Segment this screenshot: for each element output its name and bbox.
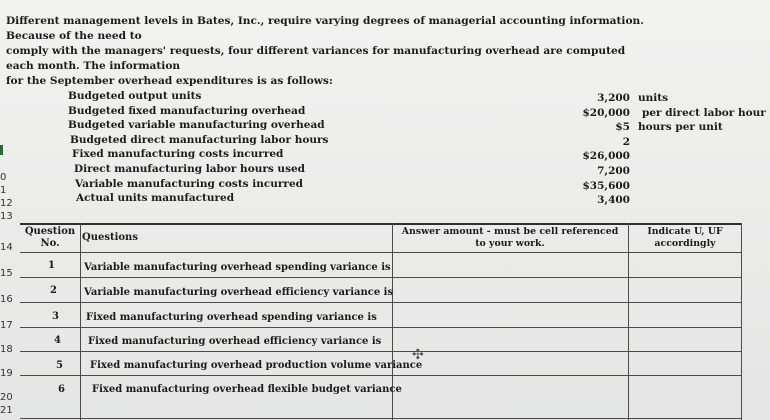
row-header[interactable]: 19 — [0, 368, 13, 379]
table-row-border — [20, 327, 742, 328]
table-top-border — [20, 223, 742, 225]
row-header[interactable]: 18 — [0, 344, 13, 355]
budget-label[interactable]: Budgeted variable manufacturing overhead — [68, 119, 325, 132]
question-number[interactable]: 2 — [50, 285, 57, 296]
budget-label[interactable]: Budgeted output units — [68, 90, 202, 102]
budget-unit[interactable]: hours per unit — [638, 121, 723, 134]
budget-values — [560, 91, 630, 208]
question-text[interactable]: Variable manufacturing overhead spending variance is — [84, 262, 391, 273]
table-col-border — [741, 223, 742, 420]
indicate-cell[interactable] — [629, 253, 741, 277]
intro-paragraph — [6, 14, 656, 89]
budget-label[interactable]: Budgeted fixed manufacturing overhead — [68, 104, 306, 117]
budget-value[interactable]: $35,600 — [582, 179, 630, 192]
question-text[interactable]: Fixed manufacturing overhead flexible budget variance — [92, 384, 402, 395]
row-header[interactable]: 15 — [0, 268, 13, 279]
budget-label[interactable]: Direct manufacturing labor hours used — [74, 162, 305, 175]
budget-label[interactable]: Budgeted direct manufacturing labor hours — [70, 133, 329, 146]
table-bottom-border — [20, 418, 742, 419]
row-header[interactable]: 21 — [0, 405, 13, 416]
table-row-border — [20, 351, 742, 352]
question-number[interactable]: 1 — [48, 260, 55, 271]
question-number[interactable]: 4 — [54, 335, 61, 346]
table-row-border — [20, 302, 742, 303]
header-indicate[interactable]: Indicate U, UF accordingly — [647, 226, 723, 249]
header-questions[interactable]: Questions — [82, 232, 138, 243]
budget-value[interactable]: 3,200 — [597, 92, 630, 104]
intro-line-2: comply with the managers' requests, four different variances for manufacturing overhead are computed each month. The information — [6, 45, 626, 72]
question-text[interactable]: Variable manufacturing overhead efficiency variance is — [84, 287, 394, 298]
question-number[interactable]: 3 — [52, 311, 59, 322]
question-number[interactable]: 6 — [58, 384, 65, 395]
budget-value[interactable]: $20,000 — [582, 106, 630, 119]
budget-value[interactable]: $26,000 — [582, 150, 630, 163]
intro-line-1: Different management levels in Bates, Inc., require varying degrees of managerial accounting information. Because of the need to — [6, 15, 644, 42]
budget-unit[interactable]: units — [638, 92, 669, 104]
header-question-no[interactable]: Question No. — [24, 226, 76, 249]
row-header[interactable]: 17 — [0, 320, 13, 331]
question-number[interactable]: 5 — [56, 360, 63, 371]
row-header[interactable]: 16 — [0, 294, 13, 305]
budget-value[interactable]: 2 — [622, 135, 630, 148]
table-row-border — [20, 375, 742, 376]
budget-label[interactable]: Fixed manufacturing costs incurred — [72, 148, 284, 161]
row-header[interactable]: 14 — [0, 242, 13, 253]
answer-cell[interactable] — [393, 253, 628, 277]
row-header[interactable]: 13 — [0, 211, 13, 222]
row-header[interactable]: 20 — [0, 392, 13, 403]
budget-label[interactable]: Variable manufacturing costs incurred — [75, 177, 303, 190]
budget-label[interactable]: Actual units manufactured — [76, 192, 235, 205]
question-text[interactable]: Fixed manufacturing overhead production volume variance — [90, 360, 423, 371]
budget-units — [636, 91, 766, 135]
budget-value[interactable]: $5 — [615, 121, 630, 134]
row-header[interactable]: 1 — [0, 185, 7, 196]
budget-unit[interactable]: per direct labor hour — [642, 106, 766, 119]
row-header[interactable]: 12 — [0, 198, 13, 209]
intro-line-3: for the September overhead expenditures is as follows: — [6, 75, 333, 87]
budget-value[interactable]: 7,200 — [597, 164, 630, 177]
question-text[interactable]: Fixed manufacturing overhead spending variance is — [86, 312, 377, 323]
row-header[interactable]: 0 — [0, 172, 7, 183]
table-col-border — [80, 223, 81, 420]
budget-value[interactable]: 3,400 — [597, 194, 630, 207]
header-answer[interactable]: Answer amount - must be cell referenced to your work. — [401, 226, 619, 249]
budget-labels — [68, 89, 328, 206]
question-text[interactable]: Fixed manufacturing overhead efficiency variance is — [88, 336, 382, 347]
table-row-border — [20, 277, 742, 278]
row-indicator-bar — [0, 145, 3, 155]
move-cursor-icon: ✣ — [412, 347, 424, 363]
